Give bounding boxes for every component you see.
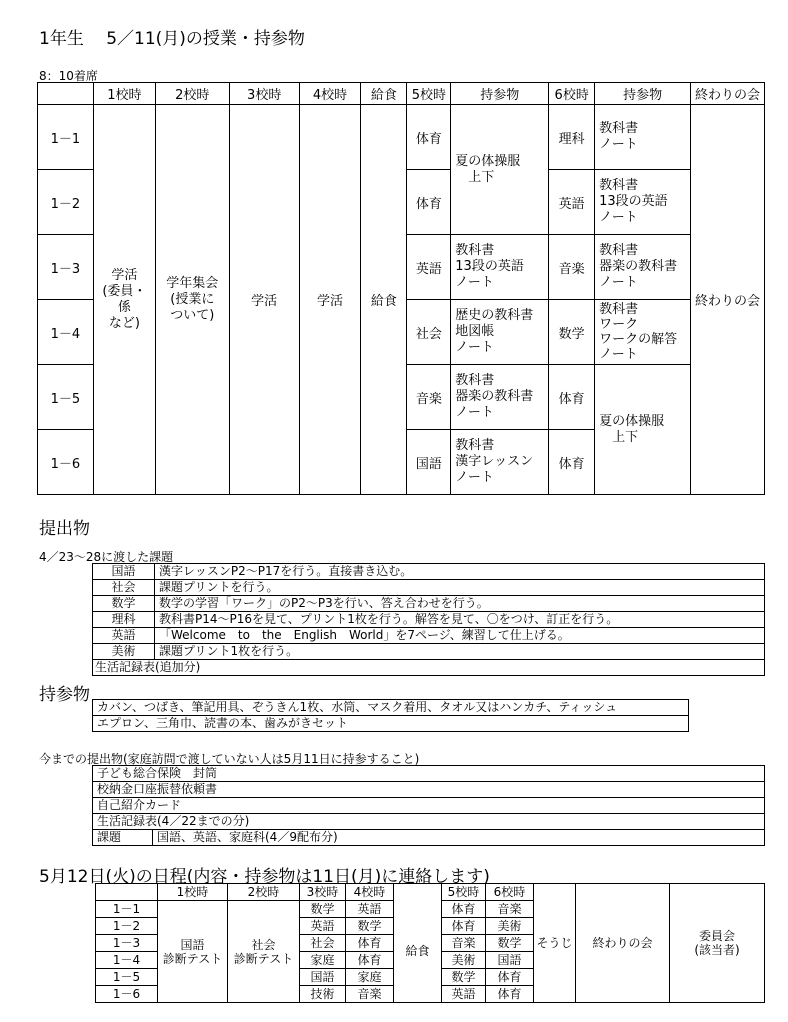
previous-task-value: 国語、英語、家庭科(4／9配布分) (153, 830, 765, 846)
sch-p3: 数学 (300, 901, 346, 918)
sch-p4: 家庭 (346, 969, 394, 986)
sch-p6: 体育 (486, 986, 534, 1003)
schedule-title: 5月12日(火)の日程(内容・持参物は11日(月)に連絡します) (39, 867, 490, 887)
submissions-title: 提出物 (39, 519, 90, 539)
p6-subject: 音楽 (549, 235, 595, 300)
sch-class: 1－6 (96, 986, 158, 1003)
previous-row: 生活記録表(4／22までの分) (93, 814, 765, 830)
lunch-cell: 給食 (361, 105, 407, 495)
previous-title: 今までの提出物(家庭訪問で渡していない人は5月11日に持参すること) (39, 752, 420, 766)
sch-p6: 国語 (486, 952, 534, 969)
p5-items: 教科書 13段の英語 ノート (451, 235, 549, 300)
sch-header-p4: 4校時 (346, 884, 394, 901)
sch-class: 1－4 (96, 952, 158, 969)
header-p6: 6校時 (549, 83, 595, 105)
p5-subject: 体育 (407, 170, 451, 235)
timetable (37, 82, 765, 495)
sch-p5: 音楽 (442, 935, 486, 952)
p5-subject: 音楽 (407, 365, 451, 430)
class-label: 1－1 (38, 105, 94, 170)
belongings-row: カバン、つばき、筆記用具、ぞうきん1枚、水筒、マスク着用、タオル又はハンカチ、ティッシュ (93, 700, 689, 716)
sch-p5: 体育 (442, 918, 486, 935)
sch-class: 1－3 (96, 935, 158, 952)
task-cell: 数学の学習「ワーク」のP2～P3を行い、答え合わせを行う。 (155, 596, 765, 612)
p4-cell: 学活 (299, 105, 361, 495)
sch-header-blank (394, 884, 442, 901)
p6-items: 教科書 ワーク ワークの解答 ノート (595, 300, 691, 365)
p6-subject: 数学 (549, 300, 595, 365)
sch-p3: 社会 (300, 935, 346, 952)
corner-cell (38, 83, 94, 105)
header-p5: 5校時 (407, 83, 451, 105)
sch-p1: 国語 診断テスト (158, 901, 228, 1003)
header-p3: 3校時 (229, 83, 299, 105)
belongings-title: 持参物 (39, 685, 90, 705)
sch-p6: 音楽 (486, 901, 534, 918)
header-items5: 持参物 (451, 83, 549, 105)
sch-header-p1: 1校時 (158, 884, 228, 901)
sch-class: 1－2 (96, 918, 158, 935)
p6-items: 教科書 器楽の教科書 ノート (595, 235, 691, 300)
end-cell: 終わりの会 (691, 105, 765, 495)
sch-p6: 体育 (486, 969, 534, 986)
class-label: 1－5 (38, 365, 94, 430)
submissions-subtitle: 4／23～28に渡した課題 (39, 550, 174, 564)
sch-p4: 音楽 (346, 986, 394, 1003)
p6-subject: 体育 (549, 430, 595, 495)
belongings-table (92, 699, 689, 732)
p5-items: 歴史の教科書 地図帳 ノート (451, 300, 549, 365)
sch-p5: 体育 (442, 901, 486, 918)
class-label: 1－4 (38, 300, 94, 365)
arrival-time: 8：10着席 (39, 69, 98, 83)
corner-cell (96, 884, 158, 901)
previous-table (92, 765, 765, 846)
previous-row: 自己紹介カード (93, 798, 765, 814)
header-p2: 2校時 (155, 83, 229, 105)
subject-cell: 美術 (93, 644, 155, 660)
submissions-table (92, 563, 765, 676)
p6-items: 夏の体操服 上下 (595, 365, 691, 495)
sch-p3: 技術 (300, 986, 346, 1003)
previous-task-label: 課題 (93, 830, 153, 846)
subject-cell: 数学 (93, 596, 155, 612)
sch-p4: 英語 (346, 901, 394, 918)
p5-subject: 国語 (407, 430, 451, 495)
sch-p3: 家庭 (300, 952, 346, 969)
task-cell: 漢字レッスンP2～P17を行う。直接書き込む。 (155, 564, 765, 580)
sch-committee: 委員会 (該当者) (670, 884, 765, 1003)
p2-cell: 学年集会 (授業に ついて) (155, 105, 229, 495)
subject-cell: 英語 (93, 628, 155, 644)
submissions-extra: 生活記録表(追加分) (93, 660, 765, 676)
header-end: 終わりの会 (691, 83, 765, 105)
page-title: 1年生 5／11(月)の授業・持参物 (39, 29, 305, 49)
p5-subject: 社会 (407, 300, 451, 365)
p6-items: 教科書 13段の英語 ノート (595, 170, 691, 235)
task-cell: 課題プリント1枚を行う。 (155, 644, 765, 660)
p5-items: 夏の体操服 上下 (451, 105, 549, 235)
schedule-table (95, 883, 765, 1003)
sch-class: 1－1 (96, 901, 158, 918)
class-label: 1－3 (38, 235, 94, 300)
previous-row: 子ども総合保険 封筒 (93, 766, 765, 782)
task-cell: 教科書P14～P16を見て、プリント1枚を行う。解答を見て、〇をつけ、訂正を行う。 (155, 612, 765, 628)
task-cell: 「Welcome to the English World」を7ページ、練習して仕上げる。 (155, 628, 765, 644)
sch-p6: 美術 (486, 918, 534, 935)
subject-cell: 国語 (93, 564, 155, 580)
sch-p3: 英語 (300, 918, 346, 935)
sch-class: 1－5 (96, 969, 158, 986)
sch-header-p3: 3校時 (300, 884, 346, 901)
sch-p5: 美術 (442, 952, 486, 969)
belongings-row: エプロン、三角巾、読書の本、歯みがきセット (93, 716, 689, 732)
sch-header-p2: 2校時 (228, 884, 300, 901)
p5-subject: 英語 (407, 235, 451, 300)
sch-header-p5: 5校時 (442, 884, 486, 901)
sch-header-p6: 6校時 (486, 884, 534, 901)
sch-p4: 体育 (346, 935, 394, 952)
subject-cell: 理科 (93, 612, 155, 628)
header-p4: 4校時 (299, 83, 361, 105)
previous-row: 校納金口座振替依頼書 (93, 782, 765, 798)
subject-cell: 社会 (93, 580, 155, 596)
class-label: 1－2 (38, 170, 94, 235)
header-p1: 1校時 (93, 83, 155, 105)
header-lunch: 給食 (361, 83, 407, 105)
sch-p5: 数学 (442, 969, 486, 986)
p1-cell: 学活 (委員・ 係 など) (93, 105, 155, 495)
class-label: 1－6 (38, 430, 94, 495)
p6-subject: 体育 (549, 365, 595, 430)
sch-p4: 体育 (346, 952, 394, 969)
p6-subject: 英語 (549, 170, 595, 235)
task-cell: 課題プリントを行う。 (155, 580, 765, 596)
sch-p6: 数学 (486, 935, 534, 952)
sch-p4: 数学 (346, 918, 394, 935)
p3-cell: 学活 (229, 105, 299, 495)
p6-subject: 理科 (549, 105, 595, 170)
p5-items: 教科書 漢字レッスン ノート (451, 430, 549, 495)
sch-p5: 英語 (442, 986, 486, 1003)
sch-lunch: 給食 (394, 901, 442, 1003)
sch-p2: 社会 診断テスト (228, 901, 300, 1003)
sch-cleaning: そうじ (534, 884, 576, 1003)
sch-p3: 国語 (300, 969, 346, 986)
header-items6: 持参物 (595, 83, 691, 105)
sch-end: 終わりの会 (576, 884, 670, 1003)
p5-subject: 体育 (407, 105, 451, 170)
p6-items: 教科書 ノート (595, 105, 691, 170)
p5-items: 教科書 器楽の教科書 ノート (451, 365, 549, 430)
